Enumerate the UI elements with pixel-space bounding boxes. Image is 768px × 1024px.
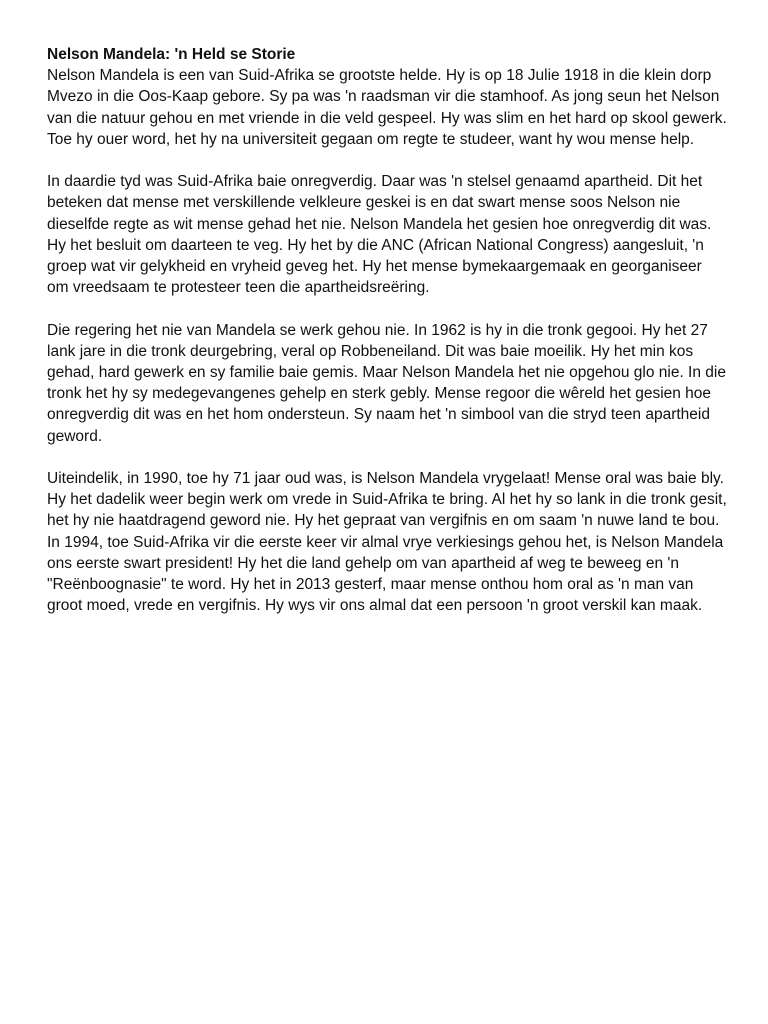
paragraph-1: Nelson Mandela is een van Suid-Afrika se grootste helde. Hy is op 18 Julie 1918 in die klein dorp Mvezo in die Oos-Kaap gebore. Sy pa was 'n raadsman vir die stamhoof. As jong seun het Nelson van die natuur gehou en met vriende in die veld gespeel. Hy was slim en het hard op skool gewerk. Toe hy ouer word, het hy na universiteit gegaan om regte te studeer, want hy wou mense help. xyxy=(47,67,727,148)
document-body xyxy=(47,44,727,638)
document-title: Nelson Mandela: 'n Held se Storie xyxy=(47,46,296,63)
paragraph-2: In daardie tyd was Suid-Afrika baie onregverdig. Daar was 'n stelsel genaamd apartheid. Dit het beteken dat mense met verskillende velkleure geskei is en dat swart mense soos Nelson nie dieselfde regte as wit mense gehad het nie. Nelson Mandela het gesien hoe onregverdig dit was. Hy het besluit om daarteen te veg. Hy het by die ANC (African National Congress) aangesluit, 'n groep wat vir gelykheid en vryheid geveg het. Hy het mense bymekaargemaak en georganiseer om vreedsaam te protesteer teen die apartheidsreëring. xyxy=(47,173,712,297)
paragraph-4: Uiteindelik, in 1990, toe hy 71 jaar oud was, is Nelson Mandela vrygelaat! Mense oral was baie bly. Hy het dadelik weer begin werk om vrede in Suid-Afrika te bring. Al het hy so lank in die tronk gesit, het hy nie haatdragend geword nie. Hy het gepraat van vergifnis en om saam 'n nuwe land te bou. In 1994, toe Suid-Afrika vir die eerste keer vir almal vrye verkiesings gehou het, is Nelson Mandela ons eerste swart president! Hy het die land gehelp om van apartheid af weg te beweeg en 'n "Reënboognasie" te word. Hy het in 2013 gesterf, maar mense onthou hom oral as 'n man van groot moed, vrede en vergifnis. Hy wys vir ons almal dat een persoon 'n groot verskil kan maak. xyxy=(47,470,727,615)
paragraph-3: Die regering het nie van Mandela se werk gehou nie. In 1962 is hy in die tronk gegooi. Hy het 27 lank jare in die tronk deurgebring, veral op Robbeneiland. Dit was baie moeilik. Hy het min kos gehad, hard gewerk en sy familie baie gemis. Maar Nelson Mandela het nie opgehou glo nie. In die tronk het hy sy medegevangenes gehelp en sterk gebly. Mense regoor die wêreld het gesien hoe onregverdig dit was en het hom ondersteun. Sy naam het 'n simbool van die stryd teen apartheid geword. xyxy=(47,321,726,445)
